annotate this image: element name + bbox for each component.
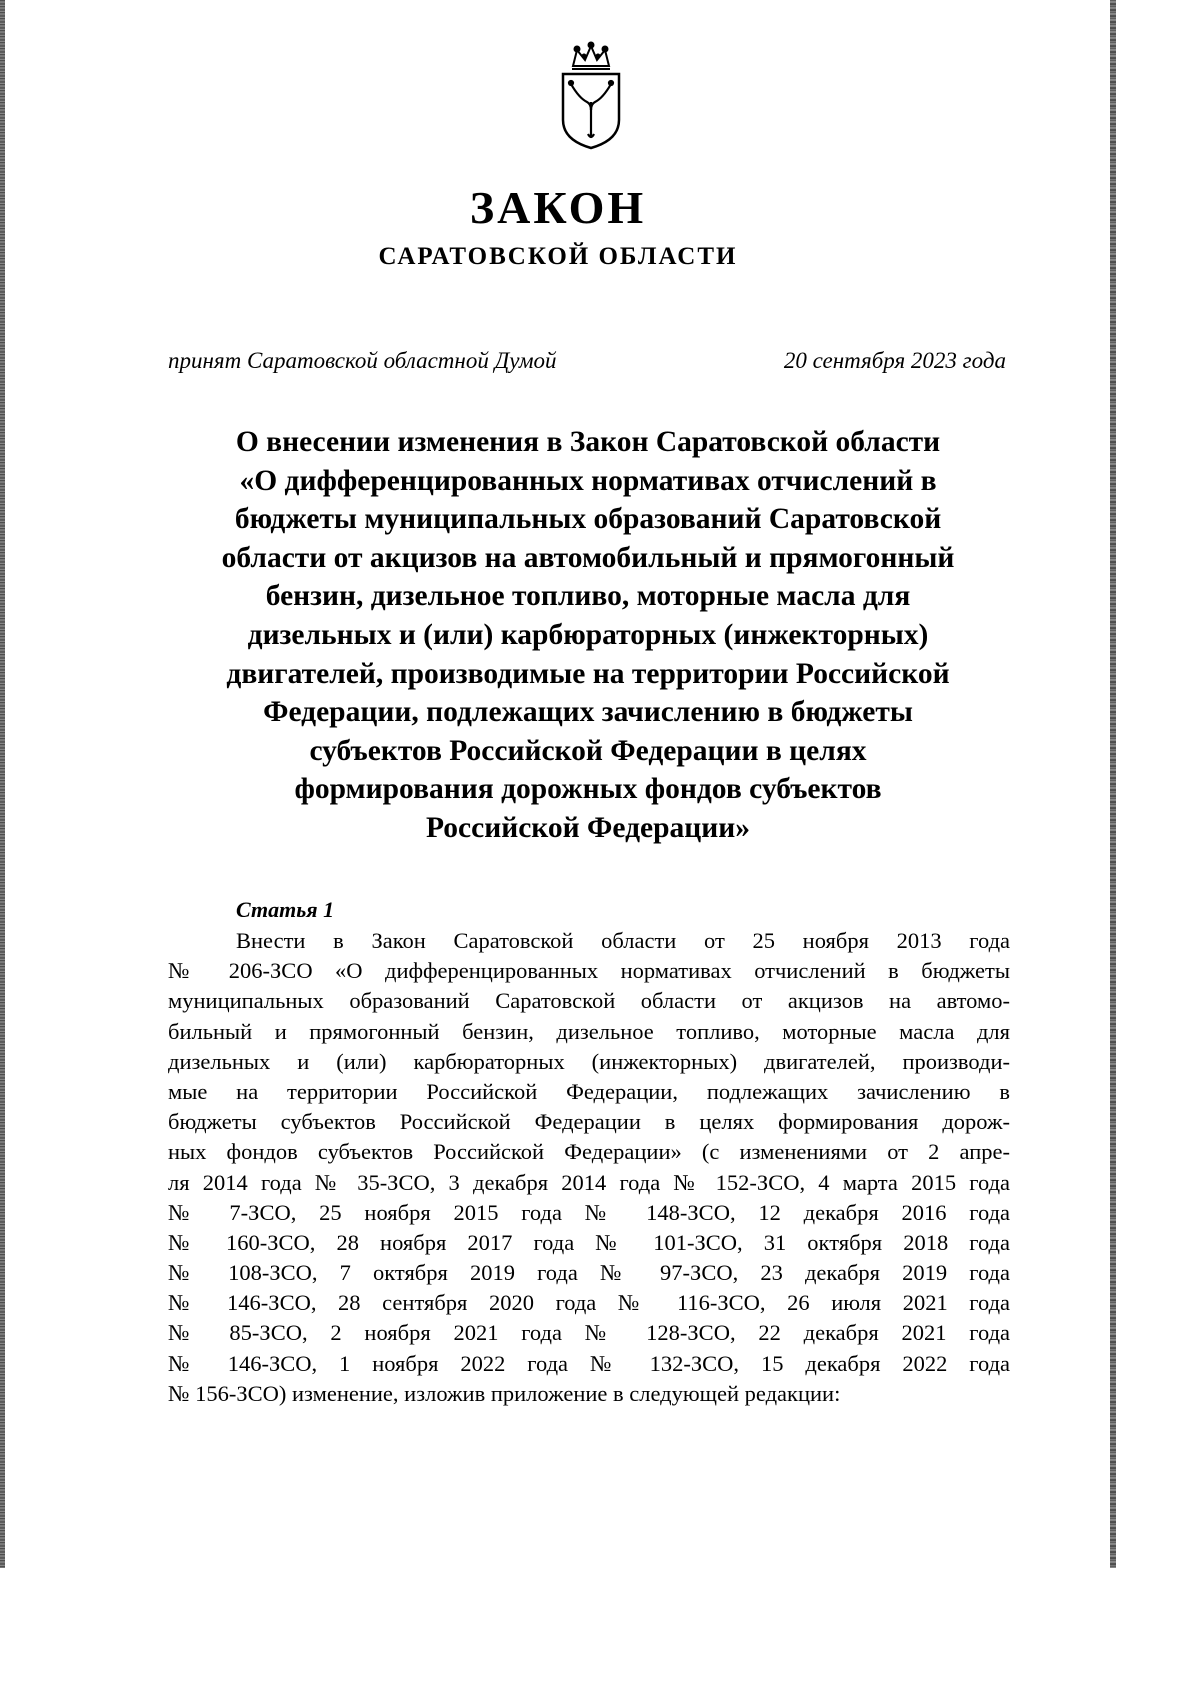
adoption-date: 20 сентября 2023 года (783, 348, 1006, 373)
article-body (168, 926, 1010, 1409)
article-label: Статья 1 (236, 897, 335, 922)
body-line: № 146-ЗСО, 28 сентября 2020 года № 116-ЗСО, 26 июля 2021 года (168, 1290, 1010, 1316)
heading-line: Российской Федерации» (426, 811, 750, 844)
body-line: № 146-ЗСО, 1 ноября 2022 года № 132-ЗСО, 15 декабря 2022 года (168, 1350, 1010, 1376)
body-line: бильный и прямогонный бензин, дизельное топливо, моторные масла для (168, 1018, 1010, 1044)
heading-line: дизельных и (или) карбюраторных (инжекторных) (247, 618, 929, 651)
body-line: № 156-ЗСО) изменение, изложив приложение в следующей редакции: (168, 1380, 841, 1406)
law-subtitle: САРАТОВСКОЙ ОБЛАСТИ (378, 243, 738, 270)
body-line: № 108-ЗСО, 7 октября 2019 года № 97-ЗСО, 23 декабря 2019 года (168, 1260, 1010, 1286)
body-line: № 160-ЗСО, 28 ноября 2017 года № 101-ЗСО, 31 октября 2018 года (168, 1229, 1010, 1255)
heading-line: О внесении изменения в Закон Саратовской области (235, 426, 941, 458)
body-line: ля 2014 года № 35-ЗСО, 3 декабря 2014 года № 152-ЗСО, 4 марта 2015 года (168, 1169, 1010, 1195)
body-line: мые на территории Российской Федерации, подлежащих зачислению в (168, 1078, 1010, 1104)
heading-line: двигателей, производимые на территории Российской (226, 657, 950, 690)
body-line: № 85-ЗСО, 2 ноября 2021 года № 128-ЗСО, 22 декабря 2021 года (168, 1320, 1010, 1346)
coat-of-arms-icon (557, 40, 625, 152)
heading-line: бюджеты муниципальных образований Саратовской (234, 503, 942, 536)
body-line: дизельных и (или) карбюраторных (инжекторных) двигателей, производи- (168, 1048, 1010, 1074)
body-line: № 7-ЗСО, 25 ноября 2015 года № 148-ЗСО, 12 декабря 2016 года (168, 1199, 1010, 1225)
body-line: ных фондов субъектов Российской Федерации» (с изменениями от 2 апре- (168, 1139, 1010, 1165)
body-line: бюджеты субъектов Российской Федерации в целях формирования дорож- (168, 1109, 1010, 1135)
body-line: Внести в Закон Саратовской области от 25 ноября 2013 года (236, 928, 1010, 953)
body-line: № 206-ЗСО «О дифференцированных нормативах отчислений в бюджеты (168, 958, 1010, 984)
heading-line: бензин, дизельное топливо, моторные масла для (265, 580, 911, 613)
heading-line: области от акцизов на автомобильный и прямогонный (221, 541, 955, 574)
body-line: муниципальных образований Саратовской области от акцизов на автомо- (168, 988, 1010, 1014)
heading-line: субъектов Российской Федерации в целях (309, 734, 867, 767)
adopted-by: принят Саратовской областной Думой (168, 348, 557, 373)
heading-line: формирования дорожных фондов субъектов (294, 773, 882, 806)
heading-line: «О дифференцированных нормативах отчислений в (239, 464, 937, 497)
heading-line: Федерации, подлежащих зачислению в бюджеты (263, 696, 913, 729)
document-heading (150, 423, 1026, 848)
law-title: ЗАКОН (469, 182, 647, 233)
